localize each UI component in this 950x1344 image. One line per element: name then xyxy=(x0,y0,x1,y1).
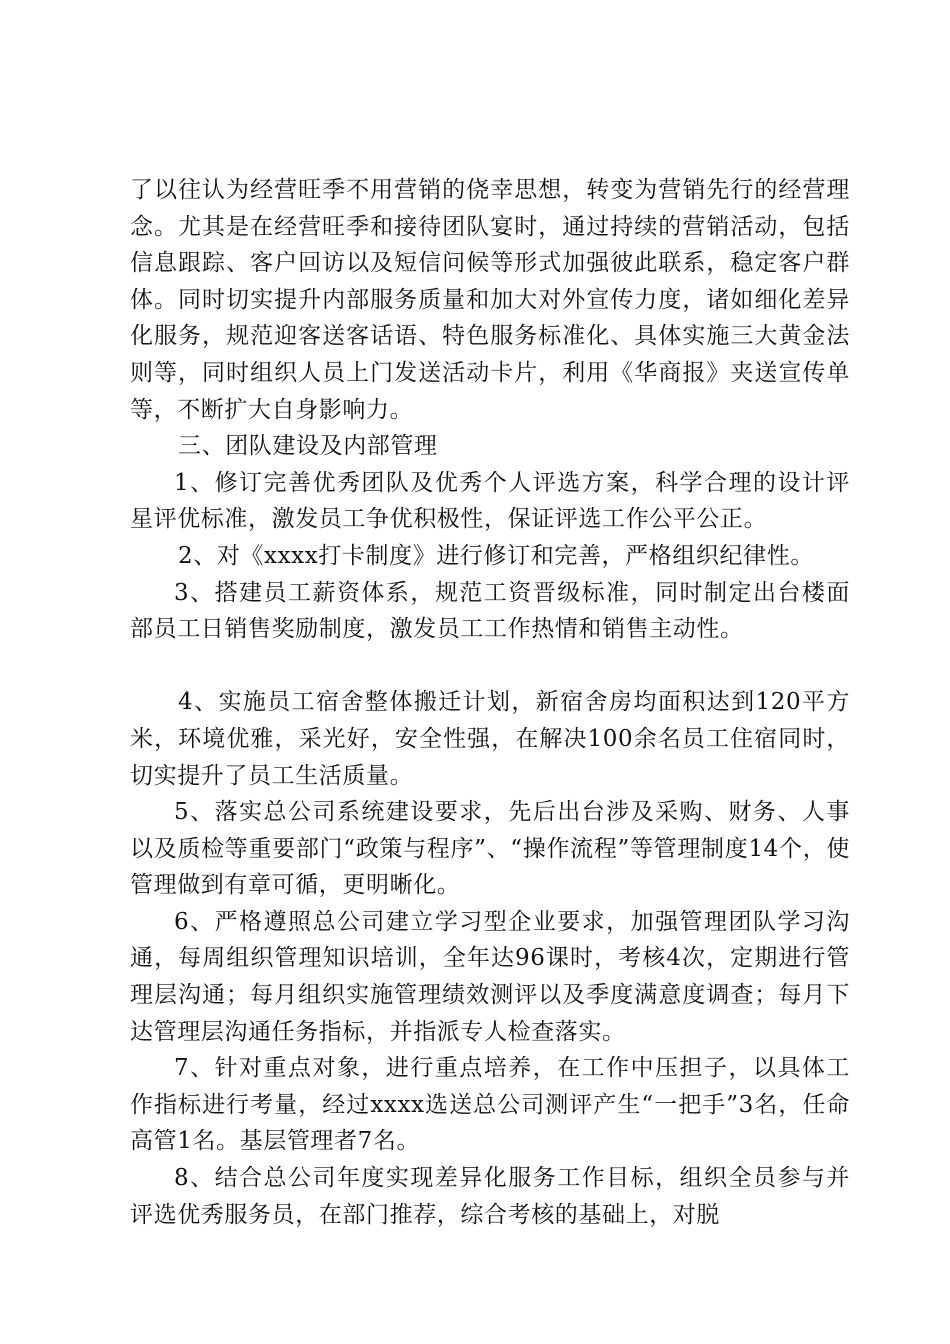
list-item-6: 6、严格遵照总公司建立学习型企业要求，加强管理团队学习沟通，每周组织管理知识培训，全年达96课时，考核4次，定期进行管理层沟通；每月组织实施管理绩效测评以及季度满意度调查；每月下达管理层沟通任务指标，并指派专人检查落实。 xyxy=(130,908,850,1045)
list-item-7: 7、针对重点对象，进行重点培养，在工作中压担子，以具体工作指标进行考量，经过xxxx选送总公司测评产生“一把手”3名，任命高管1名。基层管理者7名。 xyxy=(130,1055,850,1155)
list-item-3: 3、搭建员工薪资体系，规范工资晋级标准，同时制定出台楼面部员工日销售奖励制度，激发员工工作热情和销售主动性。 xyxy=(130,579,850,643)
list-item-8: 8、结合总公司年度实现差异化服务工作目标，组织全员参与并评选优秀服务员，在部门推荐，综合考核的基础上，对脱 xyxy=(130,1165,850,1228)
section-heading-team-building: 三、团队建设及内部管理 xyxy=(178,433,438,460)
document-body xyxy=(130,172,850,1233)
list-item-4: 4、实施员工宿舍整体搬迁计划，新宿舍房均面积达到120平方米，环境优雅，采光好，安全性强，在解决100余名员工住宿同时，切实提升了员工生活质量。 xyxy=(130,689,850,789)
list-item-1: 1、修订完善优秀团队及优秀个人评选方案，科学合理的设计评星评优标准，激发员工争优积极性，保证评选工作公平公正。 xyxy=(130,469,850,533)
list-item-5: 5、落实总公司系统建设要求，先后出台涉及采购、财务、人事以及质检等重要部门“政策与程序”、“操作流程”等管理制度14个，使管理做到有章可循，更明晰化。 xyxy=(130,799,850,899)
list-item-2: 2、对《xxxx打卡制度》进行修订和完善，严格组织纪律性。 xyxy=(178,542,814,569)
paragraph-marketing-continued: 了以往认为经营旺季不用营销的侥幸思想，转变为营销先行的经营理念。尤其是在经营旺季和接待团队宴时，通过持续的营销活动，包括信息跟踪、客户回访以及短信问候等形式加强彼此联系，稳定客户群体。同时切实提升内部服务质量和加大对外宣传力度，诸如细化差异化服务，规范迎客送客话语、特色服务标准化、具体实施三大黄金法则等，同时组织人员上门发送活动卡片，利用《华商报》夹送宣传单等，不断扩大自身影响力。 xyxy=(130,177,850,423)
blank-line xyxy=(130,648,850,685)
